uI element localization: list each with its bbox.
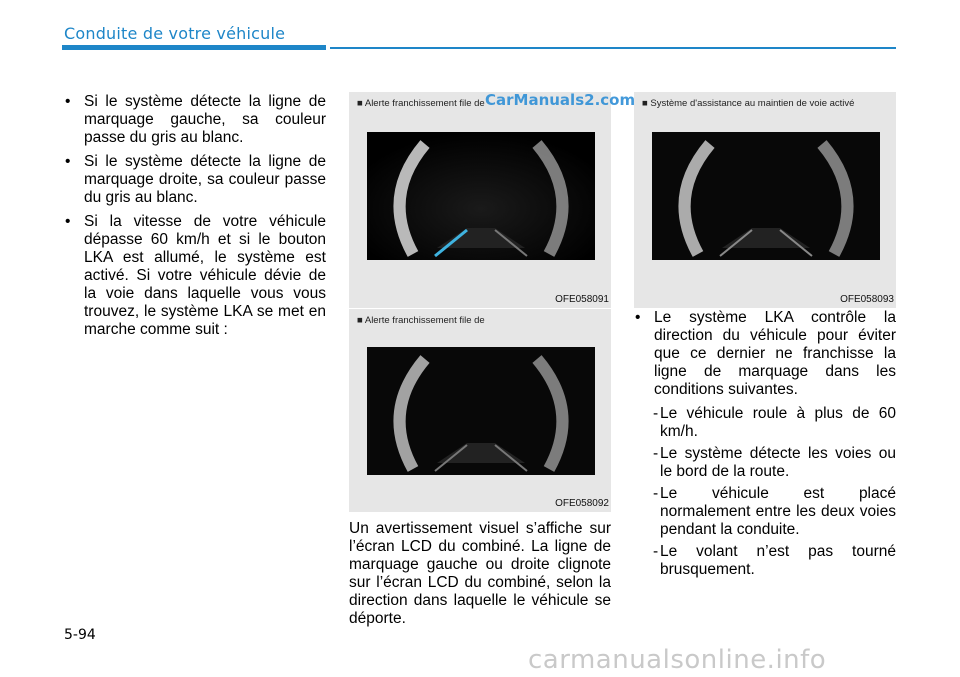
bullet-dot: • bbox=[635, 309, 641, 326]
figure-lane-departure-right bbox=[349, 309, 611, 512]
bullet-text: Le système LKA contrôle la direction du véhicule pour éviter que ce dernier ne franchisse la ligne de marquage dans les conditions suivantes. bbox=[654, 309, 896, 398]
cluster-illustration bbox=[652, 132, 880, 260]
bullet-text: Si le système détecte la ligne de marquage gauche, sa couleur passe du gris au blanc. bbox=[84, 93, 326, 146]
watermark-top: CarManuals2.com bbox=[485, 91, 636, 109]
cluster-illustration bbox=[367, 347, 595, 475]
cluster-display-image bbox=[367, 347, 595, 475]
figure-code: OFE058092 bbox=[555, 498, 609, 509]
cluster-illustration bbox=[367, 132, 595, 260]
condition-text: Le système détecte les voies ou le bord de la route. bbox=[660, 445, 896, 480]
figure-caption: ■ Système d'assistance au maintien de voie activé bbox=[642, 98, 855, 109]
cluster-display-image bbox=[652, 132, 880, 260]
condition-item bbox=[636, 485, 896, 539]
right-column bbox=[634, 309, 896, 583]
bullet-item bbox=[64, 213, 326, 339]
page-number: 5-94 bbox=[64, 627, 96, 643]
bullet-item bbox=[64, 93, 326, 147]
header-rule-thick bbox=[62, 45, 326, 50]
watermark-bottom: carmanualsonline.info bbox=[528, 645, 827, 675]
bullet-dot: • bbox=[65, 153, 71, 170]
dash-marker: - bbox=[653, 445, 659, 462]
condition-text: Le véhicule est placé normalement entre les deux voies pendant la conduite. bbox=[660, 485, 896, 538]
dash-marker: - bbox=[653, 543, 659, 560]
bullet-text: Si la vitesse de votre véhicule dépasse 60 km/h et si le bouton LKA est allumé, le système est activé. Si votre véhicule dévie de la voie dans laquelle vous vous trouvez, le système LKA se met en marche comme suit : bbox=[84, 213, 326, 338]
header-rule-thin bbox=[330, 47, 896, 49]
bullet-item bbox=[64, 153, 326, 207]
condition-item bbox=[636, 405, 896, 441]
middle-paragraph: Un avertissement visuel s’affiche sur l’écran LCD du combiné. La ligne de marquage gauche ou droite clignote sur l’écran LCD du combiné, selon la direction dans laquelle le véhicule se déporte. bbox=[349, 520, 611, 627]
dash-marker: - bbox=[653, 405, 659, 422]
condition-item bbox=[636, 445, 896, 481]
condition-text: Le volant n’est pas tourné brusquement. bbox=[660, 543, 896, 578]
figure-caption: ■ Alerte franchissement file de bbox=[357, 315, 485, 326]
conditions-list bbox=[636, 405, 896, 579]
condition-text: Le véhicule roule à plus de 60 km/h. bbox=[660, 405, 896, 440]
left-column bbox=[64, 93, 326, 345]
bullet-dot: • bbox=[65, 93, 71, 110]
figure-caption: ■ Alerte franchissement file de bbox=[357, 98, 485, 109]
bullet-dot: • bbox=[65, 213, 71, 230]
bullet-text: Si le système détecte la ligne de marquage droite, sa couleur passe du gris au blanc. bbox=[84, 153, 326, 206]
dash-marker: - bbox=[653, 485, 659, 502]
condition-item bbox=[636, 543, 896, 579]
bullet-item bbox=[634, 309, 896, 399]
figure-code: OFE058091 bbox=[555, 294, 609, 305]
cluster-display-image bbox=[367, 132, 595, 260]
figure-lka-active bbox=[634, 92, 896, 308]
figure-lane-departure-left bbox=[349, 92, 611, 308]
figure-code: OFE058093 bbox=[840, 294, 894, 305]
section-title: Conduite de votre véhicule bbox=[64, 24, 286, 43]
